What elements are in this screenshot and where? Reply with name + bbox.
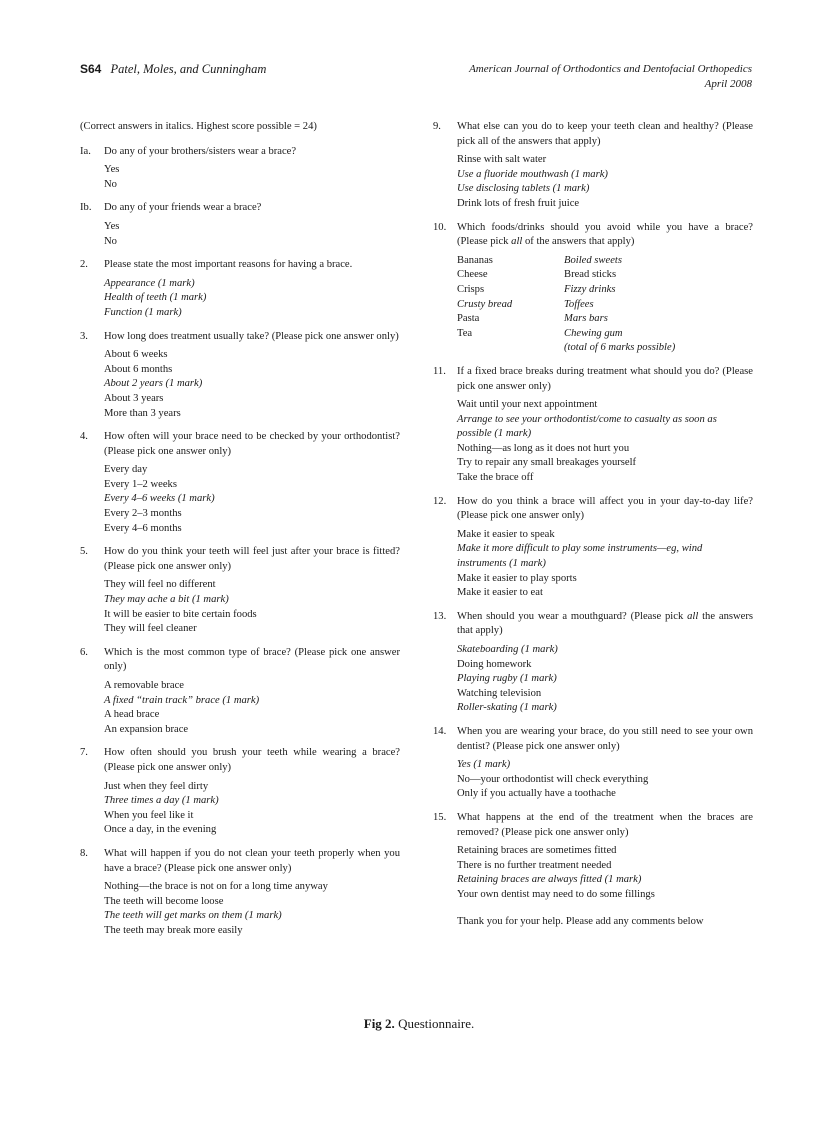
correct-answer: Health of teeth (1 mark): [104, 292, 207, 304]
correct-answer: A fixed “train track” brace (1 mark): [104, 694, 260, 706]
correct-answer: Fizzy drinks: [564, 283, 616, 295]
closing-note: Thank you for your help. Please add any comments below: [457, 915, 704, 927]
question-text: How long does treatment usually take? (Please pick one answer only): [104, 330, 399, 342]
question-number: 9.: [433, 121, 441, 132]
question-text: What else can you do to keep your teeth clean and healthy? (Please pick all of the answers that apply): [457, 121, 753, 147]
answer-option: Doing homework: [457, 658, 532, 670]
question-number: 15.: [433, 811, 447, 823]
marks-total-note: (total of 6 marks possible): [564, 342, 676, 354]
question-11: [433, 365, 753, 486]
question-text: Do any of your brothers/sisters wear a brace?: [104, 145, 297, 157]
correct-answer: Use a fluoride mouthwash (1 mark): [457, 168, 608, 180]
question-number: 3.: [80, 330, 88, 342]
answer-option: Just when they feel dirty: [104, 780, 209, 792]
question-text: How do you think your teeth will feel just after your brace is fitted? (Please pick one answer only): [104, 546, 400, 572]
question-number: Ia.: [80, 145, 91, 157]
running-header-left: [80, 62, 266, 77]
question-number: Ib.: [80, 202, 92, 214]
question-6: [80, 646, 400, 738]
question-number: 13.: [433, 610, 447, 622]
question-text: Which is the most common type of brace? (Please pick one answer only): [104, 646, 400, 673]
answer-option: A removable brace: [104, 680, 185, 691]
answer-option: When you feel like it: [104, 809, 194, 821]
answer-option: Every 2–3 months: [104, 508, 182, 520]
answer-option: There is no further treatment needed: [457, 859, 612, 871]
question-3: [80, 330, 400, 422]
correct-answer: Chewing gum: [564, 327, 623, 339]
answer-option: An expansion brace: [104, 723, 189, 735]
question-number: 8.: [80, 847, 88, 859]
answer-option: Once a day, in the evening: [104, 824, 217, 836]
running-header-right: [469, 62, 752, 91]
answer-option: Crisps: [457, 283, 485, 295]
answer-option: It will be easier to bite certain foods: [104, 608, 257, 620]
question-number: 2.: [80, 259, 88, 271]
question-text: How often should you brush your teeth while wearing a brace? (Please pick one answer only): [104, 747, 400, 773]
answer-option: Every day: [104, 464, 148, 476]
correct-answer: Crusty bread: [457, 298, 513, 310]
question-text: Please state the most important reasons for having a brace.: [104, 259, 353, 271]
intro-note: (Correct answers in italics. Highest score possible = 24): [80, 121, 317, 132]
journal-title: American Journal of Orthodontics and Dentofacial Orthopedics: [469, 63, 752, 75]
correct-answer: Playing rugby (1 mark): [457, 673, 557, 685]
question-number: 11.: [433, 365, 446, 377]
question-number: 4.: [80, 431, 88, 443]
question-8: [80, 847, 400, 939]
question-number: 6.: [80, 646, 88, 658]
correct-answer: Skateboarding (1 mark): [457, 644, 558, 655]
answer-option: No: [104, 235, 117, 247]
answer-option: Wait until your next appointment: [457, 399, 598, 411]
answer-option: Nothing—as long as it does not hurt you: [457, 442, 630, 454]
question-number: 7.: [80, 747, 88, 759]
correct-answer: Boiled sweets: [564, 254, 622, 266]
question-15: [433, 811, 753, 903]
correct-answer: Roller-skating (1 mark): [457, 702, 557, 714]
question-2: [80, 258, 400, 320]
question-12: [433, 495, 753, 601]
answer-option: A head brace: [104, 709, 160, 721]
question-14: [433, 725, 753, 802]
answer-option: Try to repair any small breakages yourself: [457, 457, 637, 469]
food-options-grid: [457, 254, 753, 356]
question-number: 14.: [433, 725, 447, 737]
answer-option: Yes: [104, 164, 120, 176]
correct-answer: Mars bars: [564, 313, 608, 325]
question-text: When you are wearing your brace, do you still need to see your own dentist? (Please pick one answer only): [457, 725, 753, 752]
question-number: 12.: [433, 495, 447, 507]
answer-option: Make it easier to play sports: [457, 572, 577, 584]
question-4: [80, 430, 400, 536]
answer-option: Yes: [104, 220, 120, 232]
figure-caption: [0, 1016, 838, 1032]
answer-option: The teeth will become loose: [104, 895, 224, 907]
answer-option: Bread sticks: [564, 269, 617, 281]
correct-answer: Make it more difficult to play some instruments—eg, wind instruments (1 mark): [457, 543, 703, 570]
page-number: S64: [80, 62, 102, 76]
answer-option: Drink lots of fresh fruit juice: [457, 197, 580, 209]
question-text: Do any of your friends wear a brace?: [104, 202, 262, 214]
question-7: [80, 746, 400, 838]
answer-option: Make it easier to speak: [457, 528, 555, 540]
figure-label: Fig 2.: [363, 1016, 395, 1031]
question-text: What will happen if you do not clean your teeth properly when you have a brace? (Please pick one answer only): [104, 847, 400, 874]
answer-option: About 6 weeks: [104, 349, 168, 361]
answer-option: Watching television: [457, 687, 542, 699]
left-column: [80, 120, 400, 948]
correct-answer: Appearance (1 mark): [104, 277, 195, 289]
answer-option: Cheese: [457, 269, 488, 281]
answer-option: Only if you actually have a toothache: [457, 788, 616, 800]
question-text: When should you wear a mouthguard? (Please pick all the answers that apply): [457, 610, 753, 637]
answer-option: Take the brace off: [457, 472, 534, 484]
question-9: [433, 120, 753, 212]
answer-option: Make it easier to eat: [457, 587, 543, 599]
correct-answer: Three times a day (1 mark): [104, 795, 219, 807]
answer-option: Rinse with salt water: [457, 154, 547, 166]
answer-option: No—your orthodontist will check everything: [457, 773, 649, 785]
question-text: How often will your brace need to be checked by your orthodontist? (Please pick one answer only): [104, 431, 400, 457]
question-1b: [80, 201, 400, 249]
correct-answer: They may ache a bit (1 mark): [104, 594, 229, 606]
question-10: [433, 221, 753, 356]
answer-option: More than 3 years: [104, 407, 181, 419]
question-number: 10.: [433, 221, 447, 233]
authors: Patel, Moles, and Cunningham: [110, 62, 267, 76]
answer-option: They will feel no different: [104, 579, 216, 591]
question-13: [433, 610, 753, 716]
correct-answer: Function (1 mark): [104, 306, 182, 318]
issue-date: April 2008: [704, 77, 752, 90]
answer-option: About 3 years: [104, 392, 164, 404]
figure-title: Questionnaire.: [398, 1016, 475, 1031]
answer-option: Nothing—the brace is not on for a long time anyway: [104, 881, 328, 893]
answer-option: Tea: [457, 327, 473, 339]
answer-option: Retaining braces are sometimes fitted: [457, 845, 617, 857]
answer-option: Pasta: [457, 313, 480, 325]
answer-option: No: [104, 178, 117, 190]
correct-answer: Every 4–6 weeks (1 mark): [104, 493, 215, 505]
question-5: [80, 545, 400, 637]
correct-answer: Toffees: [564, 298, 594, 310]
question-text: How do you think a brace will affect you in your day-to-day life? (Please pick one answer only): [457, 495, 753, 522]
correct-answer: The teeth will get marks on them (1 mark): [104, 910, 282, 922]
question-number: 5.: [80, 546, 88, 558]
question-text: If a fixed brace breaks during treatment what should you do? (Please pick one answer only): [457, 365, 753, 392]
correct-answer: Yes (1 mark): [457, 759, 511, 771]
correct-answer: Retaining braces are always fitted (1 mark): [457, 874, 642, 886]
right-column: [433, 120, 753, 929]
answer-option: Your own dentist may need to do some fillings: [457, 888, 655, 900]
answer-option: Every 4–6 months: [104, 522, 182, 534]
correct-answer: Use disclosing tablets (1 mark): [457, 183, 590, 195]
answer-option: They will feel cleaner: [104, 623, 197, 635]
correct-answer: Arrange to see your orthodontist/come to casualty as soon as possible (1 mark): [457, 413, 717, 440]
answer-option: Every 1–2 weeks: [104, 478, 177, 490]
correct-answer: About 2 years (1 mark): [104, 378, 203, 390]
answer-option: Bananas: [457, 254, 493, 266]
answer-option: About 6 months: [104, 363, 173, 375]
answer-option: The teeth may break more easily: [104, 924, 243, 936]
question-text: What happens at the end of the treatment when the braces are removed? (Please pick one answer only): [457, 811, 753, 838]
question-1a: [80, 145, 400, 193]
question-text: Which foods/drinks should you avoid while you have a brace? (Please pick all of the answers that apply): [457, 221, 753, 248]
